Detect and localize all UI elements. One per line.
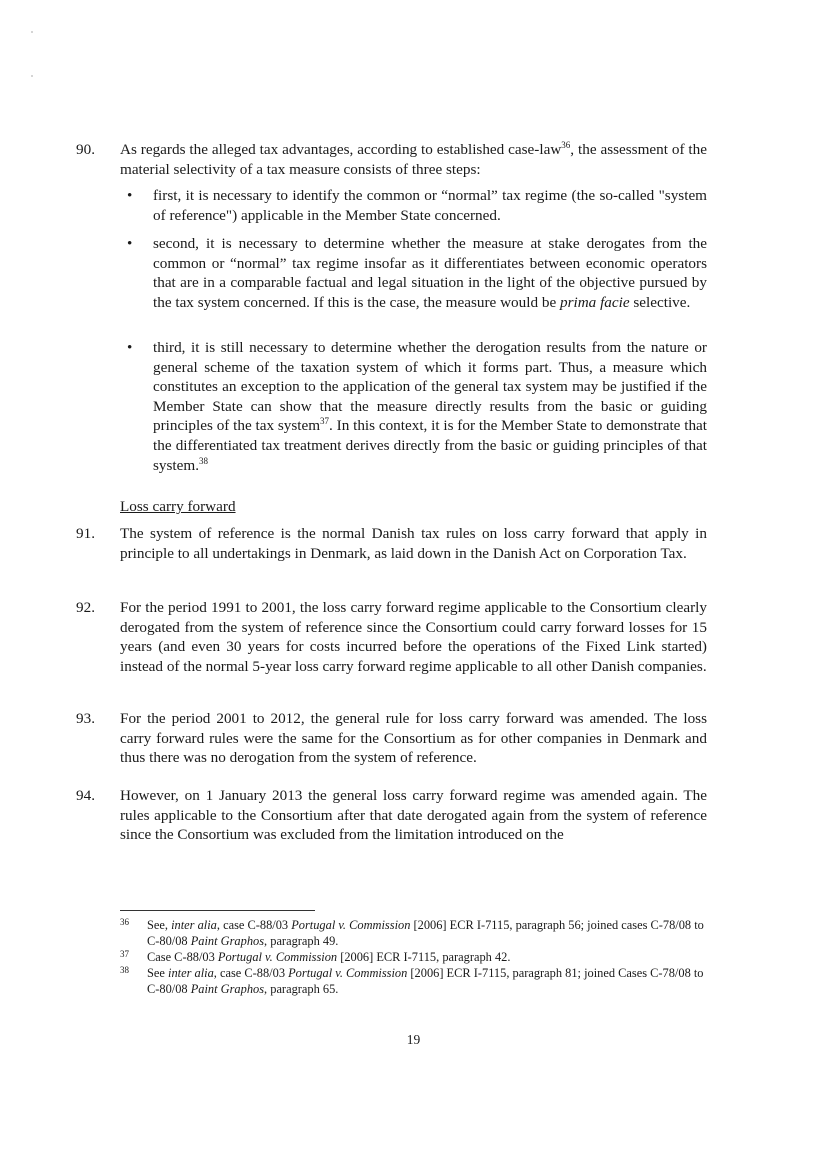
paragraph-number: 93. — [76, 710, 95, 727]
bullet-icon: • — [127, 187, 133, 204]
footnote-ref[interactable]: 37 — [320, 416, 330, 427]
paragraph-text: However, on 1 January 2013 the general loss carry forward regime was amended again. The rules applicable to the Consortium after that date derogated again from the system of reference since the Consortium was excluded from the limitation introduced on the — [120, 787, 707, 844]
bullet-icon: • — [127, 235, 133, 252]
footnote-number: 38 — [120, 965, 129, 975]
footnote-number: 36 — [120, 917, 129, 927]
footnote-number: 37 — [120, 949, 129, 959]
paragraph-number: 92. — [76, 599, 95, 616]
paragraph-text: For the period 2001 to 2012, the general rule for loss carry forward was amended. The loss carry forward rules were the same for the Consortium as for other companies in Denmark and thus there was no derogation from the system of reference. — [120, 710, 707, 767]
bullet-icon: • — [127, 339, 133, 356]
paragraph-text: For the period 1991 to 2001, the loss carry forward regime applicable to the Consortium clearly derogated from the system of reference since the Consortium could carry forward losses for 15 years (and even 30 years for costs incurred before the operations of the Fixed Link started) instead of the normal 5-year loss carry forward regime applicable to all other Danish companies. — [120, 599, 707, 675]
section-heading: Loss carry forward — [120, 498, 236, 515]
paragraph-number: 90. — [76, 141, 95, 158]
paragraph-text: The system of reference is the normal Danish tax rules on loss carry forward that apply in principle to all undertakings in Denmark, as laid down in the Danish Act on Corporation Tax. — [120, 525, 707, 562]
paragraph-number: 94. — [76, 787, 95, 804]
scan-speck — [31, 75, 33, 77]
paragraph-number: 91. — [76, 525, 95, 542]
footnote-ref[interactable]: 38 — [199, 455, 208, 466]
footnote-ref[interactable]: 36 — [561, 140, 571, 150]
scan-speck — [31, 31, 33, 33]
document-page: 90. As regards the alleged tax advantages, according to established case-law$^{36}$, the assessment of the material selectivity of a tax measure consists of three steps: • first, it is necessary to identify the common or “normal” tax regime (the so-called "system of reference") applicable in the Member State concerned. • second, it is necessary to determine whether the measure at stake derogates from the common or “normal” tax regime insofar as it differentiates between economic operators that are in a comparable factual and legal situation in the light of the objective pursued by the tax system concerned. If this is the case, the measure would be prima facie selective. • third, it is still necessary to determine whether the derogation results from the nature or general scheme of the taxation system of which it forms part. Thus, a measure which constitutes an exception to the application of the general tax system may be justified if the Member State can show that the measure directly results from the basic or guiding principles of the tax system$^{37}$. In this context, it is for the Member State to demonstrate that the differentiated tax treatment derives directly from the basic or guiding principles of that system.$^{38}$ Loss carry forward 91. The system of reference is the normal Danish tax rules on loss carry forward that apply in principle to all undertakings in Denmark, as laid down in the Danish Act on Corporation Tax. 92. For the period 1991 to 2001, the loss carry forward regime applicable to the Consortium clearly derogated from the system of reference since the Consortium could carry forward losses for 15 years (and even 30 years for costs incurred before the operations of the Fixed Link started) instead of the normal 5-year loss carry forward regime applicable to all other Danish companies. 93. For the period 2001 to 2012, the general rule for loss carry forward was amended. The loss carry forward rules were the same for the Consortium as for other companies in Denmark and thus there was no derogation from the system of reference. 94. However, on 1 January 2013 the general loss carry forward regime was amended again. The rules applicable to the Consortium after that date derogated again from the system of reference since the Consortium was excluded from the limitation introduced on the 36 See, inter alia, case C-88/03 Portugal v. Commission [2006] ECR I-7115, paragraph 56; joined cases C-78/08 to C-80/08 Paint Graphos, paragraph 49. 37 Case C-88/03 Portugal v. Commission [2006] ECR I-7115, paragraph 42. 38 See inter alia, case C-88/03 Portugal v. Commission [2006] ECR I-7115, paragraph 81; joined Cases C-78/08 to C-80/08 Paint Graphos, paragraph 65. 19 — [0, 0, 827, 1169]
footnote-divider — [120, 910, 315, 911]
page-number: 19 — [406, 1032, 421, 1047]
paragraph-text: As regards the alleged tax advantages, according to established case-law$^{36}$, the assessment of the material selectivity of a tax measure consists of three steps: — [120, 140, 707, 178]
